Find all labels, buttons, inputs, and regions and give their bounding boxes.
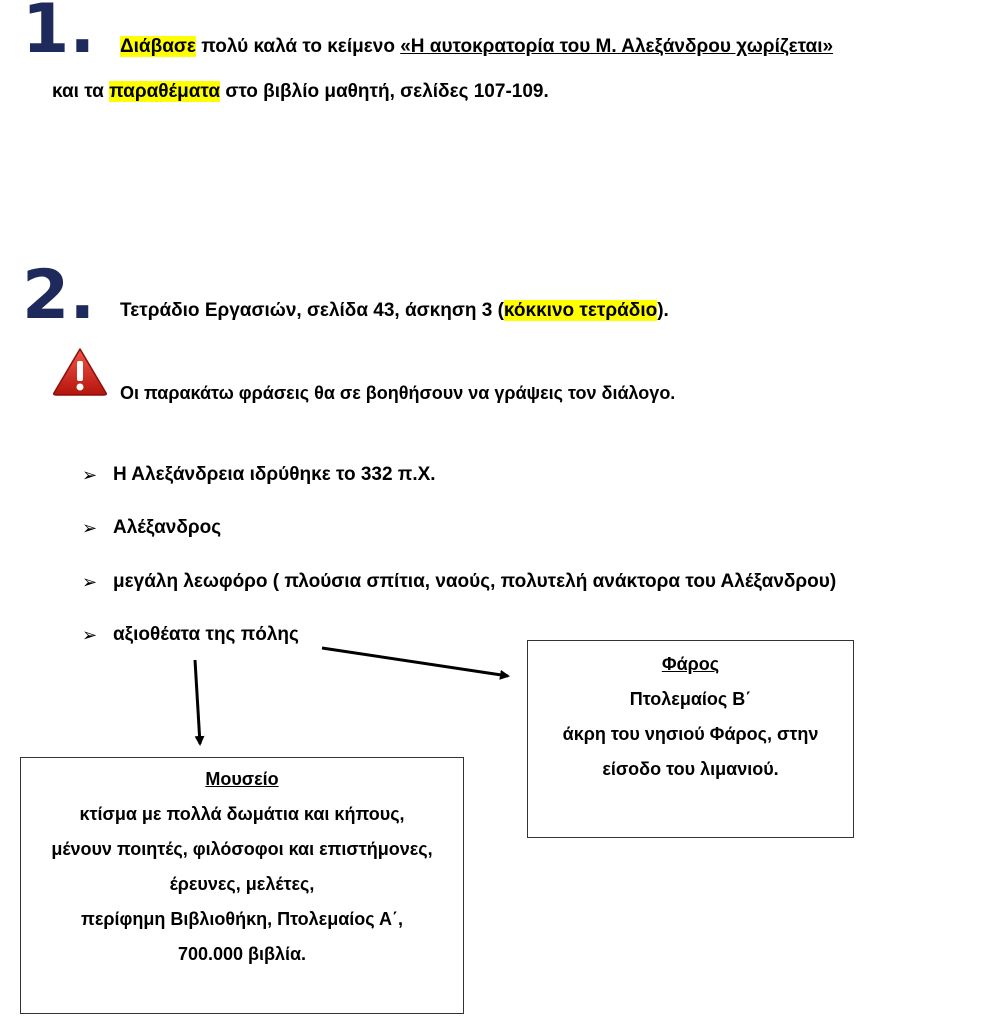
museum-title: Μουσείο — [205, 769, 279, 789]
bullet-item-3: μεγάλη λεωφόρο ( πλούσια σπίτια, ναούς, πολυτελή ανάκτορα του Αλέξανδρου) — [113, 571, 837, 592]
section-1-number: 1. — [22, 0, 96, 69]
museum-line-4: περίφημη Βιβλιοθήκη, Πτολεμαίος Α΄, — [81, 909, 403, 929]
pharos-line-2: άκρη του νησιού Φάρος, στην — [562, 724, 819, 744]
pharos-box — [527, 640, 854, 838]
pharos-title: Φάρος — [661, 654, 720, 674]
highlight-excerpts: παραθέματα — [109, 81, 221, 102]
pharos-line-1: Πτολεμαίος Β΄ — [629, 689, 752, 709]
arrow-to-pharos — [322, 648, 508, 676]
bullet-arrow-icon: ➢ — [82, 625, 98, 645]
museum-box — [20, 757, 464, 1014]
warning-icon — [52, 347, 108, 397]
museum-line-2: μένουν ποιητές, φιλόσοφοι και επιστήμονες, — [51, 839, 433, 859]
bullet-item-1: Η Αλεξάνδρεια ιδρύθηκε το 332 π.Χ. — [113, 464, 436, 485]
highlight-red-notebook: κόκκινο τετράδιο — [503, 300, 658, 321]
section-1-line-2-prefix: και τα — [52, 81, 110, 102]
section-1-text: πολύ καλά το κείμενο — [195, 36, 401, 57]
arrow-to-museum — [195, 660, 200, 744]
bullet-arrow-icon: ➢ — [82, 572, 98, 592]
section-2-number: 2. — [22, 256, 96, 335]
pharos-line-3: είσοδο του λιμανιού. — [602, 759, 779, 779]
section-2-suffix: ). — [657, 300, 669, 321]
bullet-item-2: Αλέξανδρος — [113, 517, 222, 538]
section-2-prefix: Τετράδιο Εργασιών, σελίδα 43, άσκηση 3 ( — [120, 300, 504, 321]
section-2-line — [120, 300, 669, 322]
bullet-arrow-icon: ➢ — [82, 465, 98, 485]
section-1-line-1 — [120, 36, 833, 58]
text-title: «Η αυτοκρατορία του Μ. Αλεξάνδρου χωρίζεται» — [400, 36, 834, 57]
warning-text: Οι παρακάτω φράσεις θα σε βοηθήσουν να γράψεις τον διάλογο. — [120, 383, 676, 403]
highlight-read: Διάβασε — [120, 36, 196, 57]
section-1-line-2-suffix: στο βιβλίο μαθητή, σελίδες 107-109. — [220, 81, 549, 102]
bullet-item-4: αξιοθέατα της πόλης — [113, 624, 299, 645]
section-1-line-2 — [52, 81, 549, 103]
museum-line-5: 700.000 βιβλία. — [177, 944, 307, 964]
museum-line-1: κτίσμα με πολλά δωμάτια και κήπους, — [79, 804, 405, 824]
bullet-arrow-icon: ➢ — [82, 518, 98, 538]
museum-line-3: έρευνες, μελέτες, — [169, 874, 315, 894]
